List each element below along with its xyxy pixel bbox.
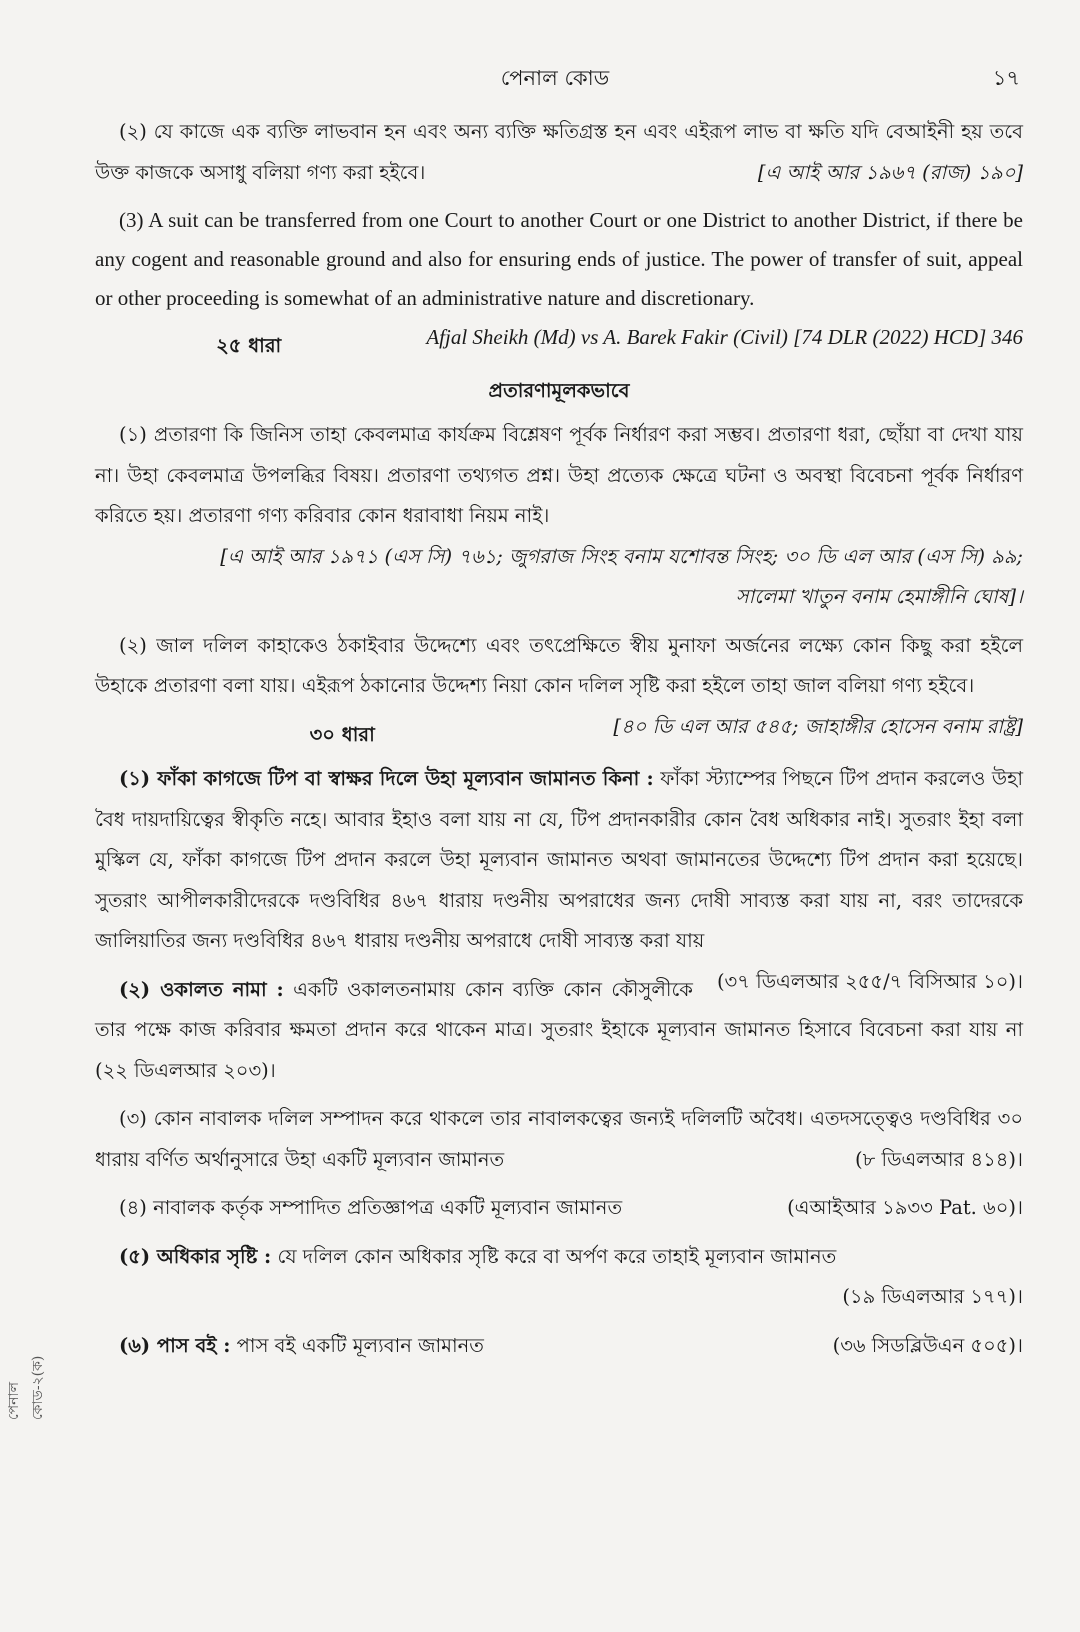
citation: Afjal Sheikh (Md) vs A. Barek Fakir (Civil) [74 DLR (2022) HCD] 346 bbox=[426, 325, 1023, 349]
citation-25-1a: [এ আই আর ১৯৭১ (এস সি) ৭৬১; জুগরাজ সিংহ বনাম যশোবন্ত সিংহ; ৩০ ডি এল আর (এস সি) ৯৯; bbox=[220, 544, 1023, 568]
section-heading-30: ৩০ ধারা bbox=[309, 722, 375, 746]
paragraph-text: পাস বই একটি মূল্যবান জামানত bbox=[236, 1333, 484, 1357]
paragraph-text: (২) জাল দলিল কাহাকেও ঠকাইবার উদ্দেশ্যে এবং তৎপ্রেক্ষিতে স্বীয় মুনাফা অর্জনের লক্ষ্যে কোন কিছু করা হইলে উহাকে প্রতারণা বলা যায়। এইরূপ ঠকানোর উদ্দেশ্য নিয়া কোন দলিল সৃষ্টি করা হইলে তাহা জাল বলিয়া গণ্য হইবে। bbox=[95, 633, 1023, 697]
paragraph-25-1: (১) প্রতারণা কি জিনিস তাহা কেবলমাত্র কার্যক্রম বিশ্লেষণ পূর্বক নির্ধারণ করা সম্ভব। প্রতারণা ধরা, ছোঁয়া বা দেখা যায় না। উহা কেবলমাত্র উপলব্ধির বিষয়। প্রতারণা তথ্যগত প্রশ্ন। উহা প্রত্যেক ক্ষেত্রে ঘটনা ও অবস্থা বিবেচনা পূর্বক নির্ধারণ করিতে হয়। প্রতারণা গণ্য করিবার কোন ধরাবাধা নিয়ম নাই। bbox=[95, 423, 1023, 527]
paragraph-30-4 bbox=[95, 1188, 1023, 1229]
citation: [এ আই আর ১৯৬৭ (রাজ) ১৯০] bbox=[757, 160, 1023, 184]
paragraph-text: (২) যে কাজে এক ব্যক্তি লাভবান হন এবং অন্য ব্যক্তি ক্ষতিগ্রস্ত হন এবং এইরূপ লাভ বা ক্ষতি যদি বেআইনী হয় তবে উক্ত কাজকে অসাধু বলিয়া গণ্য করা হইবে। bbox=[95, 120, 1023, 184]
paragraph-text: যে দলিল কোন অধিকার সৃষ্টি করে বা অর্পণ করে তাহাই মূল্যবান জামানত bbox=[277, 1244, 837, 1268]
citation: (৩৬ সিডব্লিউএন ৫০৫)। bbox=[832, 1333, 1023, 1357]
section-heading-25: ২৫ ধারা bbox=[216, 334, 282, 357]
citation: [৪০ ডি এল আর ৫৪৫; জাহাঙ্গীর হোসেন বনাম রাষ্ট্র] bbox=[613, 714, 1023, 738]
paragraph-text: একটি ওকালতনামায় কোন ব্যক্তি কোন কৌসুলীকে তার পক্ষে কাজ করিবার ক্ষমতা প্রদান করে থাকেন মাত্র। সুতরাং ইহাকে মূল্যবান জামানত হিসাবে বিবেচনা করা যায় না (২২ ডিএলআর ২০৩)। bbox=[95, 977, 1023, 1082]
page-body bbox=[95, 112, 1023, 1374]
paragraph-30-3 bbox=[95, 1099, 1023, 1180]
running-title: পেনাল কোড bbox=[500, 66, 610, 90]
paragraph-prev-2 bbox=[95, 112, 1023, 193]
citation: (এআইআর ১৯৩৩ Pat. ৬০)। bbox=[787, 1196, 1023, 1219]
paragraph-lead: (৫) অধিকার সৃষ্টি : bbox=[119, 1244, 272, 1268]
paragraph-text: (৪) নাবালক কর্তৃক সম্পাদিত প্রতিজ্ঞাপত্র একটি মূল্যবান জামানত bbox=[119, 1196, 623, 1219]
citation-25-1b: সালেমা খাতুন বনাম হেমাঙ্গীনি ঘোষ]। bbox=[735, 585, 1023, 608]
paragraph-text: ফাঁকা স্ট্যাম্পের পিছনে টিপ প্রদান করলেও উহা বৈধ দায়দায়িত্বের স্বীকৃতি নহে। আবার ইহাও বলা যায় না যে, টিপ প্রদানকারীর কোন বৈধ অধিকার নাই। সুতরাং ইহা বলা মুস্কিল যে, ফাঁকা কাগজে টিপ প্রদান করলে উহা মূল্যবান জামানত অথবা জামানতের উদ্দেশ্যে টিপ প্রদান করা হয়েছে। সুতরাং আপীলকারীদেরকে দণ্ডবিধির ৪৬৭ ধারায় দণ্ডনীয় অপরাধের জন্য দোষী সাব্যস্ত করা যায় না, বরং তাদেরকে জালিয়াতির জন্য দণ্ডবিধির ৪৬৭ ধারায় দণ্ডনীয় অপরাধে দোষী সাব্যস্ত করা যায় bbox=[95, 767, 1023, 952]
paragraph-lead: (১) ফাঁকা কাগজে টিপ বা স্বাক্ষর দিলে উহা মূল্যবান জামানত কিনা : bbox=[119, 767, 654, 790]
citation: (৩৭ ডিএলআর ২৫৫/৭ বিসিআর ১০)। bbox=[716, 969, 1023, 993]
paragraph-30-6 bbox=[95, 1326, 1023, 1367]
paragraph-text: (৩) কোন নাবালক দলিল সম্পাদন করে থাকলে তার নাবালকত্বের জন্যই দলিলটি অবৈধ। এতদসত্ত্বেও দণ্ডবিধির ৩০ ধারায় বর্ণিত অর্থানুসারে উহা একটি মূল্যবান জামানত bbox=[95, 1107, 1023, 1171]
margin-note: পেনাল কোড-২(ক) bbox=[6, 1355, 46, 1420]
paragraph-lead: (৬) পাস বই : bbox=[119, 1333, 231, 1357]
section-subheading-25: প্রতারণামূলকভাবে bbox=[488, 378, 630, 402]
paragraph-text: (3) A suit can be transferred from one Court to another Court or one District to another District, if there be any cogent and reasonable ground and also for ensuring ends of justice. The power of transfer of suit, appeal or other proceeding is somewhat of an administrative nature and discretionary. bbox=[95, 208, 1023, 310]
citation-30-5: (১৯ ডিএলআর ১৭৭)। bbox=[842, 1285, 1023, 1308]
page-header bbox=[90, 62, 1020, 102]
paragraph-30-5 bbox=[95, 1237, 1023, 1278]
paragraph-lead: (২) ওকালত নামা : bbox=[119, 977, 284, 1001]
page-number: ১৭ bbox=[992, 66, 1020, 90]
citation: (৮ ডিএলআর ৪১৪)। bbox=[855, 1147, 1023, 1171]
